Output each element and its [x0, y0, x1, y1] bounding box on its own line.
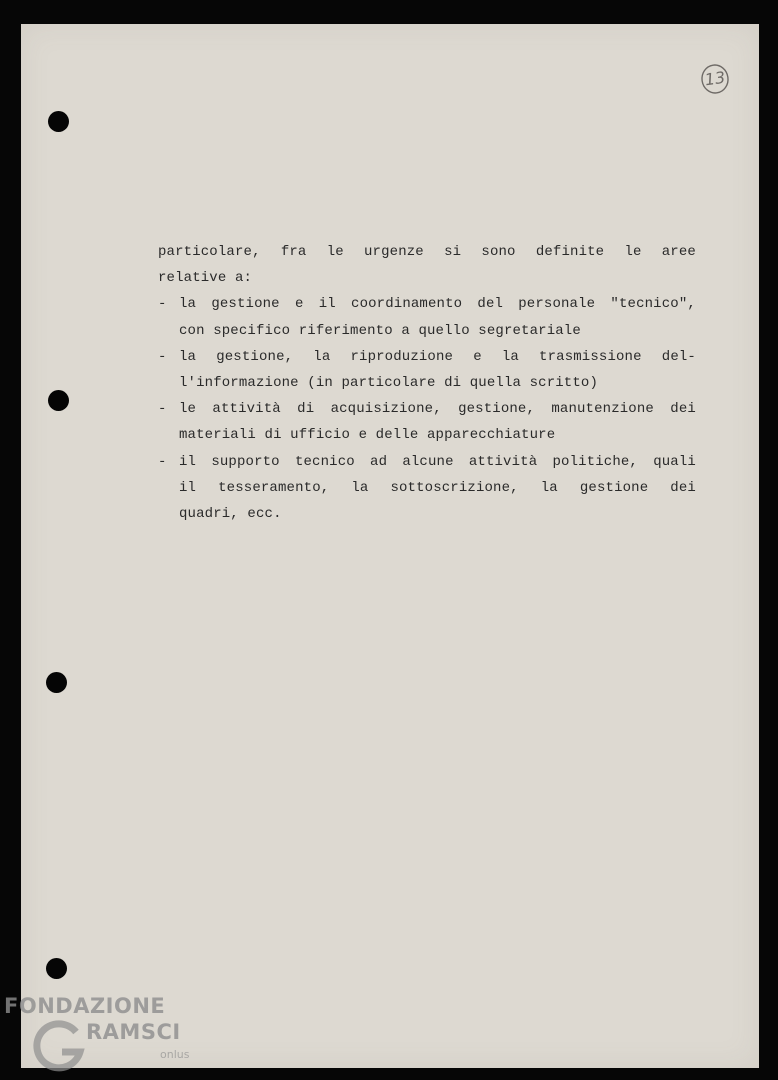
word: la	[540, 479, 558, 496]
word: fra	[280, 244, 307, 260]
list-item	[158, 449, 696, 475]
list-item-continuation	[158, 370, 696, 396]
word: gestione,	[216, 348, 294, 365]
word: di	[297, 401, 315, 418]
word: e	[473, 348, 482, 365]
word: e	[294, 296, 304, 313]
word: definite	[535, 244, 605, 260]
continuation-text	[179, 475, 696, 501]
list-item	[158, 396, 696, 422]
word: la	[179, 348, 197, 365]
list-item-text	[179, 396, 696, 422]
page-number-stamp	[698, 61, 732, 97]
watermark	[4, 994, 204, 1074]
punch-hole-1	[48, 111, 69, 132]
word: manutenzione	[551, 401, 654, 418]
word: del-	[661, 348, 696, 365]
word: tecnico	[294, 453, 355, 470]
word: la	[351, 479, 369, 496]
document-page	[21, 24, 759, 1068]
word: particolare,	[158, 244, 261, 260]
word: dei	[670, 401, 696, 418]
word: aree	[661, 244, 696, 260]
word: quali	[653, 453, 696, 470]
list-item-text	[179, 291, 696, 317]
word: le	[326, 244, 344, 260]
word: il	[179, 453, 197, 470]
punch-hole-3	[46, 672, 67, 693]
text-line	[158, 239, 696, 265]
word: ad	[370, 453, 388, 470]
word: la	[179, 296, 197, 313]
word: riproduzione	[350, 348, 454, 365]
word: "tecnico",	[610, 296, 696, 313]
list-item-continuation	[158, 475, 696, 501]
punch-hole-4	[46, 958, 67, 979]
word: gestione	[211, 296, 280, 313]
word: supporto	[211, 453, 280, 470]
list-dash: -	[158, 296, 167, 313]
watermark-logo-icon	[32, 1018, 88, 1074]
watermark-line-3: onlus	[160, 1048, 190, 1061]
word: attività	[468, 453, 538, 470]
word: dei	[670, 479, 696, 496]
list-dash: -	[158, 401, 167, 418]
word: trasmissione	[539, 348, 642, 365]
word: del	[477, 296, 504, 313]
word: tesseramento,	[218, 479, 330, 496]
watermark-line-1: FONDAZIONE	[4, 994, 166, 1018]
text-line: relative a:	[158, 270, 253, 287]
page-number: 13	[703, 67, 727, 90]
list-item-continuation	[158, 422, 696, 448]
word: gestione	[579, 479, 649, 496]
punch-hole-2	[48, 390, 69, 411]
list-item	[158, 344, 696, 370]
word: attività	[212, 401, 281, 418]
word: sono	[481, 244, 516, 260]
word: la	[501, 348, 519, 365]
word: il	[179, 479, 197, 496]
word: acquisizione,	[330, 401, 442, 418]
word: le	[624, 244, 642, 260]
continuation-text: l'informazione (in particolare di quella scritto)	[179, 374, 599, 391]
list-dash: -	[158, 348, 167, 365]
list-item-text	[179, 449, 696, 475]
word: politiche,	[552, 453, 638, 470]
word: le	[179, 401, 197, 418]
word: personale	[518, 296, 596, 313]
continuation-text: quadri, ecc.	[179, 505, 282, 522]
list-item-text	[179, 344, 696, 370]
word: la	[313, 348, 331, 365]
word: alcune	[402, 453, 454, 470]
word: coordinamento	[351, 296, 463, 313]
word: sottoscrizione,	[390, 479, 519, 496]
word: gestione,	[458, 401, 536, 418]
word: si	[444, 244, 462, 260]
list-dash: -	[158, 453, 167, 470]
word: urgenze	[364, 244, 424, 260]
list-item	[158, 291, 696, 317]
document-body	[158, 239, 696, 527]
list-item-continuation	[158, 501, 696, 527]
watermark-line-2: RAMSCI	[86, 1020, 181, 1044]
continuation-text: materiali di ufficio e delle apparecchiature	[179, 427, 556, 444]
list-item-continuation	[158, 318, 696, 344]
word: il	[318, 296, 336, 313]
continuation-text: con specifico riferimento a quello segretariale	[179, 322, 581, 339]
